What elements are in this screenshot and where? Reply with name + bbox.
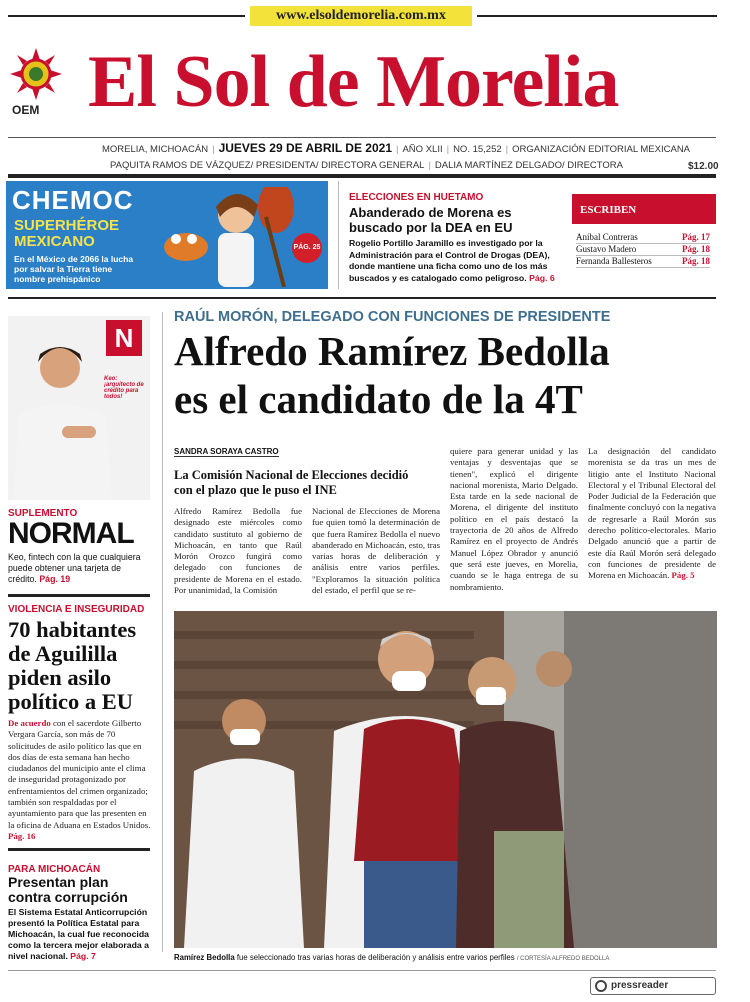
normal-caption: Keo: ¡arquitecto de crédito para todos! xyxy=(104,376,144,400)
chemoc-illustration xyxy=(146,187,296,287)
left-rule-2 xyxy=(8,848,150,851)
normal-photo[interactable] xyxy=(8,316,150,500)
meta-rule-top xyxy=(8,137,716,138)
meta-row-2: PAQUITA RAMOS DE VÁZQUEZ/ PRESIDENTA/ DIRECTORA GENERAL | DALIA MARTÍNEZ DELGADO/ DIRECTORA xyxy=(110,160,624,171)
caption-name: Ramírez Bedolla xyxy=(174,953,235,962)
photo-caption: Ramírez Bedolla fue seleccionado tras varias horas de deliberación y análisis entre varios perfiles / CORTESÍA ALFREDO BEDOLLA xyxy=(174,953,610,962)
violencia-story[interactable] xyxy=(8,604,152,842)
meta-row-1: MORELIA, MICHOACÁN | JUEVES 29 DE ABRIL DE 2021 | AÑO XLII | NO. 15,252 | ORGANIZACIÓN EDITORIAL MEXICANA xyxy=(102,141,691,155)
main-kicker: RAÚL MORÓN, DELEGADO CON FUNCIONES DE PRESIDENTE xyxy=(174,309,611,325)
meta-year: AÑO XLII xyxy=(402,144,443,155)
writer-row[interactable]: Fernanda Ballesteros Pág. 18 xyxy=(576,256,710,266)
meta-city: MORELIA, MICHOACÁN xyxy=(102,144,209,155)
violencia-headline: 70 habitantes de Aguililla piden asilo político a EU xyxy=(8,617,137,714)
main-photo[interactable] xyxy=(174,611,717,948)
left-rule-1 xyxy=(8,594,150,597)
main-col-3: quiere para generar unidad y las ventajas y desventajas que se tienen", explicó el dirigente nacional morenista, Mario Delgado. Esta tarde en la sede nacional de Morena, el dirigente del instituto político en el país destacó la trayectoria de 20 años de Alfredo Ramírez en el proyecto de Andrés Manuel López Obrador y anunció que será este jueves, en Morelia, cuando se le haga entrega de su nombramiento. xyxy=(450,446,578,592)
main-col-4-page: Pág. 5 xyxy=(671,570,695,581)
escriben-box xyxy=(572,194,716,224)
meta-price: $12.00 xyxy=(688,161,719,172)
chemoc-desc: En el México de 2066 la lucha por salvar la Tierra tiene nombre prehispánico xyxy=(14,254,134,284)
subhead: La Comisión Nacional de Elecciones decidió con el plazo que le puso el INE xyxy=(174,468,409,497)
normal-title: NORMAL xyxy=(8,517,134,550)
column-divider xyxy=(162,312,163,952)
main-col-2: Nacional de Elecciones de Morena fue quien tomó la determinación de que fuera Ramírez Bedolla el nuevo abanderado en Michoacán, esto, tras varias horas de deliberación y análisis entre varios perfiles. "Exploramos la situación política del estado, el perfil que se re- xyxy=(312,506,440,596)
corrupcion-story[interactable] xyxy=(8,864,152,962)
top-rule-right xyxy=(477,15,717,17)
writer-row[interactable]: Gustavo Madero Pág. 18 xyxy=(576,244,710,254)
pressreader-badge[interactable]: pressreader xyxy=(590,977,716,995)
normal-badge: N xyxy=(106,320,142,356)
meta-staff: PAQUITA RAMOS DE VÁZQUEZ/ PRESIDENTA/ DIRECTORA GENERAL xyxy=(110,160,425,171)
photo-credit: / CORTESÍA ALFREDO BEDOLLA xyxy=(516,956,610,962)
masthead-title: El Sol de Morelia xyxy=(88,41,619,123)
sun-logo-icon xyxy=(10,48,62,100)
divider-vertical xyxy=(338,181,339,289)
meta-number: NO. 15,252 xyxy=(453,144,502,155)
huetamo-kicker: ELECCIONES EN HUETAMO xyxy=(349,192,484,203)
normal-body: Keo, fintech con la que cualquiera puede obtener una tarjeta de crédito. Pág. 19 xyxy=(8,552,141,584)
normal-kicker: SUPLEMENTO xyxy=(8,508,78,519)
violencia-kicker: VIOLENCIA E INSEGURIDAD xyxy=(8,604,145,615)
chemoc-sub1: SUPERHÉROE xyxy=(14,217,120,234)
meta-director: DALIA MARTÍNEZ DELGADO/ DIRECTORA xyxy=(434,160,624,171)
chemoc-page-badge: PÁG. 25 xyxy=(292,233,322,263)
site-url[interactable]: www.elsoldemorelia.com.mx xyxy=(250,6,472,26)
corrupcion-page: Pág. 7 xyxy=(70,951,96,961)
main-col-4: La designación del candidato morenista se da tras un mes de litigio ante el Instituto Nacional Electoral y el Tribunal Electoral del Poder Judicial de la Federación que finalmente concluyó con la negativa de regresarle a Raúl Morón sus derecho político-electorales. Mario Delgado anunció que a partir de este día Raúl Morón será delegado con funciones de presidente de Morena en Michoacán. Pág. 5 xyxy=(588,446,716,581)
main-headline[interactable] xyxy=(174,327,610,423)
top-rule-left xyxy=(8,15,245,17)
man-photo-icon xyxy=(8,326,148,500)
pressreader-icon xyxy=(595,980,607,992)
meta-rule-bottom xyxy=(8,174,716,178)
chemoc-title: CHEMOC xyxy=(12,185,134,215)
huetamo-body: Rogelio Portillo Jaramillo es investigado por la Administración para el Control de Drogas (DEA), donde mantiene una ficha como uno de los más buscados y es catalogado como peligroso. Pág. 6 xyxy=(349,238,555,283)
main-headline-line2: es el candidato de la 4T xyxy=(174,376,583,422)
byline: SANDRA SORAYA CASTRO xyxy=(174,447,279,456)
candidate-photo-icon xyxy=(174,611,717,948)
normal-page: Pág. 19 xyxy=(39,574,71,584)
chemoc-sub2: MEXICANO xyxy=(14,233,95,250)
oem-logo: OEM xyxy=(12,103,40,117)
bottom-rule xyxy=(8,970,716,971)
chemoc-promo[interactable] xyxy=(6,181,328,289)
section-rule xyxy=(8,297,716,299)
corrupcion-headline: Presentan plan contra corrupción xyxy=(8,874,128,905)
main-col-1: Alfredo Ramírez Bedolla fue designado este miércoles como candidato sustituto al gobierno de Michoacán, en tanto que Raúl Morón Orozco fungirá como delegado con funciones de presidente de Morena en el estado. Por unanimidad, la Comisión xyxy=(174,506,302,596)
normal-story[interactable] xyxy=(8,508,150,585)
huetamo-story[interactable] xyxy=(349,192,561,284)
huetamo-page: Pág. 6 xyxy=(529,272,555,283)
escriben-label: ESCRIBEN xyxy=(580,204,637,216)
meta-date: JUEVES 29 DE ABRIL DE 2021 xyxy=(218,141,392,155)
main-headline-line1: Alfredo Ramírez Bedolla xyxy=(174,328,610,374)
writer-row[interactable]: Aníbal Contreras Pág. 17 xyxy=(576,232,710,242)
corrupcion-body: El Sistema Estatal Anticorrupción presentó la Política Estatal para Michoacán, la cual fue reconocida como la tercera mejor elaborada a nivel nacional. Pág. 7 xyxy=(8,907,149,961)
chemoc-subtitle xyxy=(14,218,119,250)
meta-org: ORGANIZACIÓN EDITORIAL MEXICANA xyxy=(512,144,691,155)
corrupcion-kicker: PARA MICHOACÁN xyxy=(8,864,101,875)
writers-list xyxy=(576,232,710,268)
violencia-body: De acuerdo con el sacerdote Gilberto Vergara García, son más de 70 solicitudes de asilo político las que en dos días de esta semana han hecho ciudadanos del municipio ante el clima de inseguridad protagonizado por enfrentamientos del crimen organizado; también son respaldadas por el ayuntamiento para que las presenten en la oficina de Aduana en Estados Unidos. Pág. 16 xyxy=(8,718,151,841)
huetamo-headline: Abanderado de Morena es buscado por la DEA en EU xyxy=(349,205,513,235)
violencia-page: Pág. 16 xyxy=(8,830,36,841)
